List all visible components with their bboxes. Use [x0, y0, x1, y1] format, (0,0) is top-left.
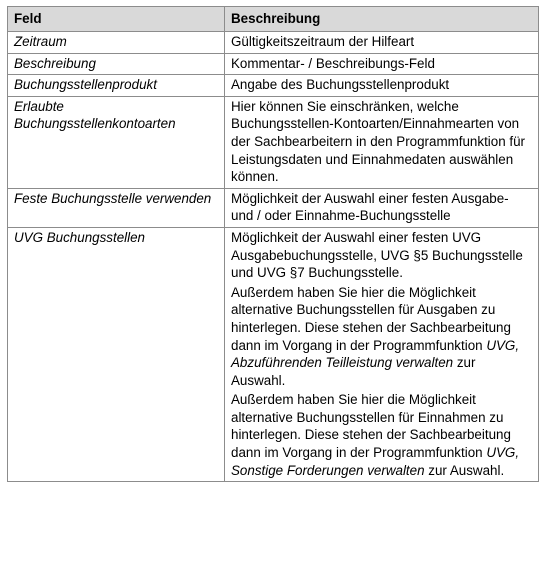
table-row — [8, 32, 539, 54]
description-paragraph — [231, 284, 532, 390]
field-cell: Erlaubte Buchungsstellenkontoarten — [8, 96, 225, 188]
field-cell: Zeitraum — [8, 32, 225, 54]
field-cell: UVG Buchungsstellen — [8, 227, 225, 481]
description-cell: Hier können Sie einschränken, welche Buchungsstellen-Kontoarten/Einnahmearten von der Sachbearbeitern in den Programmfunktion für Leistungsdaten und Einnahmedaten auswählen können. — [225, 96, 539, 188]
table-row — [8, 96, 539, 188]
description-paragraph — [231, 391, 532, 479]
text-span: Außerdem haben Sie hier die Möglichkeit alternative Buchungsstellen für Einnahmen zu hinterlegen. Diese stehen der Sachbearbeitung dann im Vorgang in der Programmfunktion — [231, 392, 511, 461]
text-span: Außerdem haben Sie hier die Möglichkeit alternative Buchungsstellen für Ausgaben zu hinterlegen. Diese stehen der Sachbearbeitung dann im Vorgang in der Programmfunktion — [231, 284, 511, 353]
header-beschreibung: Beschreibung — [225, 7, 539, 32]
text-span: zur Auswahl. — [424, 462, 505, 478]
description-cell: Möglichkeit der Auswahl einer festen Ausgabe- und / oder Einnahme-Buchungsstelle — [225, 188, 539, 227]
table-header-row — [8, 7, 539, 32]
table-row — [8, 53, 539, 75]
table-row — [8, 75, 539, 97]
table-row — [8, 188, 539, 227]
description-cell: Gültigkeitszeitraum der Hilfeart — [225, 32, 539, 54]
text-span: zur Auswahl. — [231, 355, 476, 388]
program-function-name: UVG, Sonstige Forderungen verwalten — [231, 445, 520, 478]
field-description-table — [7, 6, 539, 482]
field-cell: Feste Buchungsstelle verwenden — [8, 188, 225, 227]
description-cell: Angabe des Buchungsstellenprodukt — [225, 75, 539, 97]
table-row — [8, 227, 539, 481]
field-cell: Beschreibung — [8, 53, 225, 75]
description-cell — [225, 227, 539, 481]
description-paragraph: Möglichkeit der Auswahl einer festen UVG Ausgabebuchungsstelle, UVG §5 Buchungsstelle und UVG §7 Buchungsstelle. — [231, 229, 523, 281]
field-cell: Buchungsstellenprodukt — [8, 75, 225, 97]
header-feld: Feld — [8, 7, 225, 32]
program-function-name: UVG, Abzuführenden Teilleistung verwalten — [231, 337, 520, 371]
description-cell: Kommentar- / Beschreibungs-Feld — [225, 53, 539, 75]
